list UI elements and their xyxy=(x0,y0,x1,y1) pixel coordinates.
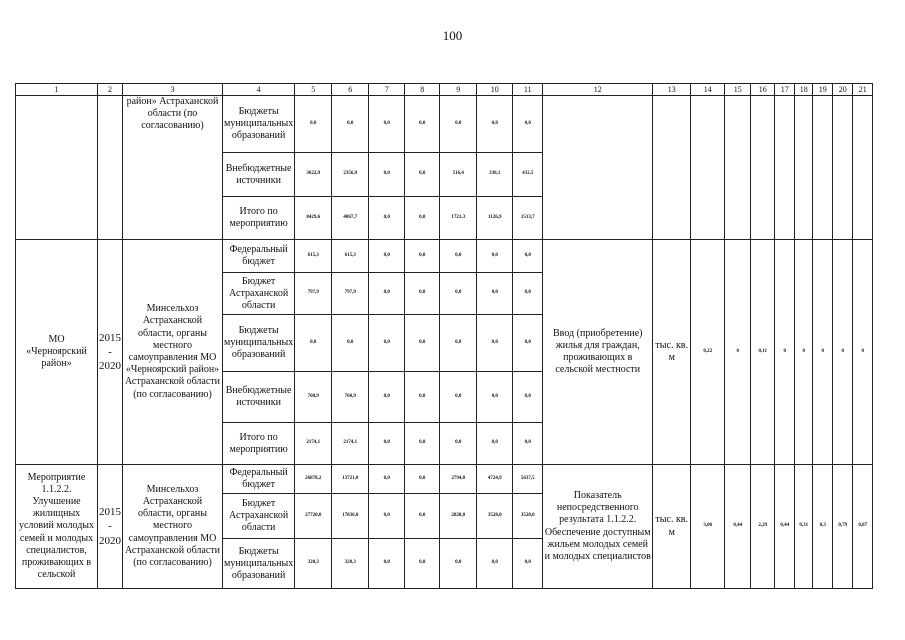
header-cell: 14 xyxy=(691,84,725,96)
value-cell: 0,0 xyxy=(513,273,543,315)
value-cell: 0,0 xyxy=(295,315,332,372)
value-cell: 3528,0 xyxy=(477,494,513,539)
executor-cell: Минсельхоз Астраханской области, органы местного самоуправления МО Астраханской области (по согласованию) xyxy=(123,465,223,589)
value-cell: 432,5 xyxy=(513,153,543,197)
period-cell: 2015 - 2020 xyxy=(98,240,123,465)
value-cell: 4724,9 xyxy=(477,465,513,494)
table-row xyxy=(16,240,873,273)
value-cell: 0,0 xyxy=(477,240,513,273)
value-cell: 2174,1 xyxy=(332,423,369,465)
source-label: Внебюджетные источники xyxy=(223,153,295,197)
value-cell: 26878,2 xyxy=(295,465,332,494)
value-cell: 2828,0 xyxy=(440,494,477,539)
value-cell: 0,0 xyxy=(332,96,369,153)
source-label: Бюджеты муниципальных образований xyxy=(223,96,295,153)
cell-col19 xyxy=(813,96,833,240)
activity-cell: Мероприятие 1.1.2.2. Улучшение жилищных условий молодых семей и молодых специалистов, проживающих в сельской xyxy=(16,465,98,589)
value-cell: 0,0 xyxy=(369,315,405,372)
header-cell: 3 xyxy=(123,84,223,96)
value-cell: 320,3 xyxy=(295,539,332,589)
value-cell: 0,0 xyxy=(369,423,405,465)
value-cell: 0,0 xyxy=(513,539,543,589)
value-cell: 0,0 xyxy=(405,372,440,423)
indicator-value: 3,06 xyxy=(691,465,725,589)
value-cell: 0,0 xyxy=(295,96,332,153)
indicator-description: Ввод (приобретение) жилья для граждан, проживающих в сельской местности xyxy=(543,240,653,465)
indicator-value: 0 xyxy=(795,240,813,465)
value-cell: 2356,9 xyxy=(332,153,369,197)
value-cell: 797,9 xyxy=(332,273,369,315)
cell-col18 xyxy=(795,96,813,240)
value-cell: 0,0 xyxy=(440,372,477,423)
value-cell: 27720,0 xyxy=(295,494,332,539)
cell-col16 xyxy=(751,96,775,240)
source-label: Бюджет Астраханской области xyxy=(223,273,295,315)
value-cell: 0,0 xyxy=(369,153,405,197)
value-cell: 0,0 xyxy=(513,372,543,423)
cell-col14 xyxy=(691,96,725,240)
header-cell: 5 xyxy=(295,84,332,96)
indicator-value: 0,22 xyxy=(691,240,725,465)
header-cell: 8 xyxy=(405,84,440,96)
value-cell: 0,0 xyxy=(440,423,477,465)
value-cell: 13721,0 xyxy=(332,465,369,494)
indicator-value: 0 xyxy=(775,240,795,465)
cell-col12 xyxy=(543,96,653,240)
indicator-value: 0,31 xyxy=(795,465,813,589)
header-cell: 21 xyxy=(853,84,873,96)
table-row xyxy=(16,96,873,153)
value-cell: 338,1 xyxy=(477,153,513,197)
header-cell: 15 xyxy=(725,84,751,96)
value-cell: 0,0 xyxy=(477,315,513,372)
header-cell: 16 xyxy=(751,84,775,96)
value-cell: 797,9 xyxy=(295,273,332,315)
indicator-value: 2,29 xyxy=(751,465,775,589)
executor-cell: Минсельхоз Астраханской области, органы местного самоуправления МО «Черноярский район» Астраханской области (по согласованию) xyxy=(123,240,223,465)
value-cell: 5637,5 xyxy=(513,465,543,494)
source-label: Итого по мероприятию xyxy=(223,197,295,240)
indicator-value: 0 xyxy=(725,240,751,465)
value-cell: 0,0 xyxy=(405,494,440,539)
indicator-value: 0,87 xyxy=(853,465,873,589)
value-cell: 17836,0 xyxy=(332,494,369,539)
value-cell: 0,0 xyxy=(405,539,440,589)
header-cell: 18 xyxy=(795,84,813,96)
value-cell: 0,0 xyxy=(513,315,543,372)
source-label: Бюджет Астраханской области xyxy=(223,494,295,539)
program-table xyxy=(15,83,873,589)
cell-col21 xyxy=(853,96,873,240)
indicator-value: 0 xyxy=(833,240,853,465)
value-cell: 0,0 xyxy=(477,96,513,153)
source-label: Бюджеты муниципальных образований xyxy=(223,315,295,372)
header-row xyxy=(16,84,873,96)
value-cell: 0,0 xyxy=(405,423,440,465)
source-label: Бюджеты муниципальных образований xyxy=(223,539,295,589)
value-cell: 320,3 xyxy=(332,539,369,589)
value-cell: 0,0 xyxy=(369,197,405,240)
value-cell: 4067,7 xyxy=(332,197,369,240)
header-cell: 4 xyxy=(223,84,295,96)
value-cell: 0,0 xyxy=(477,273,513,315)
value-cell: 516,4 xyxy=(440,153,477,197)
header-cell: 11 xyxy=(513,84,543,96)
value-cell: 0,0 xyxy=(369,96,405,153)
indicator-description: Показатель непосредственного результата 1.1.2.2. Обеспечение доступным жильем молодых семей и молодых специалистов xyxy=(543,465,653,589)
value-cell: 760,9 xyxy=(295,372,332,423)
value-cell: 0,0 xyxy=(405,153,440,197)
cell-col13 xyxy=(653,96,691,240)
header-cell: 1 xyxy=(16,84,98,96)
header-cell: 7 xyxy=(369,84,405,96)
value-cell: 0,0 xyxy=(513,240,543,273)
header-cell: 13 xyxy=(653,84,691,96)
cell-col20 xyxy=(833,96,853,240)
header-cell: 9 xyxy=(440,84,477,96)
value-cell: 0,0 xyxy=(477,372,513,423)
value-cell: 760,9 xyxy=(332,372,369,423)
value-cell: 8429,6 xyxy=(295,197,332,240)
value-cell: 0,0 xyxy=(369,273,405,315)
cell-col1 xyxy=(16,96,98,240)
value-cell: 1513,7 xyxy=(513,197,543,240)
value-cell: 0,0 xyxy=(477,539,513,589)
indicator-value: 0,44 xyxy=(725,465,751,589)
unit-cell: тыс. кв. м xyxy=(653,465,691,589)
value-cell: 615,3 xyxy=(295,240,332,273)
period-cell: 2015 - 2020 xyxy=(98,465,123,589)
value-cell: 2174,1 xyxy=(295,423,332,465)
value-cell: 3622,9 xyxy=(295,153,332,197)
value-cell: 0,0 xyxy=(405,197,440,240)
value-cell: 0,0 xyxy=(369,372,405,423)
value-cell: 1721,3 xyxy=(440,197,477,240)
executor-cell: район» Астраханской области (по согласованию) xyxy=(123,96,223,240)
value-cell: 0,0 xyxy=(332,315,369,372)
value-cell: 0,0 xyxy=(369,494,405,539)
source-label: Федеральный бюджет xyxy=(223,240,295,273)
value-cell: 0,0 xyxy=(369,240,405,273)
municipality-cell: МО «Черноярский район» xyxy=(16,240,98,465)
table-row xyxy=(16,465,873,494)
value-cell: 0,0 xyxy=(440,96,477,153)
value-cell: 0,0 xyxy=(513,423,543,465)
value-cell: 0,0 xyxy=(405,273,440,315)
header-cell: 2 xyxy=(98,84,123,96)
header-cell: 10 xyxy=(477,84,513,96)
value-cell: 0,0 xyxy=(405,96,440,153)
value-cell: 0,0 xyxy=(440,240,477,273)
header-cell: 12 xyxy=(543,84,653,96)
value-cell: 2794,8 xyxy=(440,465,477,494)
value-cell: 0,0 xyxy=(405,315,440,372)
indicator-value: 0 xyxy=(813,240,833,465)
indicator-value: 0,11 xyxy=(751,240,775,465)
cell-col17 xyxy=(775,96,795,240)
indicator-value: 0,3 xyxy=(813,465,833,589)
header-cell: 19 xyxy=(813,84,833,96)
source-label: Внебюджетные источники xyxy=(223,372,295,423)
cell-col2 xyxy=(98,96,123,240)
unit-cell: тыс. кв. м xyxy=(653,240,691,465)
value-cell: 615,3 xyxy=(332,240,369,273)
header-cell: 20 xyxy=(833,84,853,96)
value-cell: 0,0 xyxy=(477,423,513,465)
indicator-value: 0 xyxy=(853,240,873,465)
value-cell: 1126,9 xyxy=(477,197,513,240)
value-cell: 0,0 xyxy=(440,315,477,372)
value-cell: 0,0 xyxy=(369,539,405,589)
value-cell: 0,0 xyxy=(405,240,440,273)
value-cell: 0,0 xyxy=(369,465,405,494)
value-cell: 0,0 xyxy=(440,539,477,589)
indicator-value: 0,44 xyxy=(775,465,795,589)
page-number: 100 xyxy=(442,28,463,43)
value-cell: 3528,0 xyxy=(513,494,543,539)
indicator-value: 0,79 xyxy=(833,465,853,589)
value-cell: 0,0 xyxy=(513,96,543,153)
header-cell: 17 xyxy=(775,84,795,96)
cell-col15 xyxy=(725,96,751,240)
value-cell: 0,0 xyxy=(405,465,440,494)
source-label: Итого по мероприятию xyxy=(223,423,295,465)
value-cell: 0,0 xyxy=(440,273,477,315)
header-cell: 6 xyxy=(332,84,369,96)
source-label: Федеральный бюджет xyxy=(223,465,295,494)
